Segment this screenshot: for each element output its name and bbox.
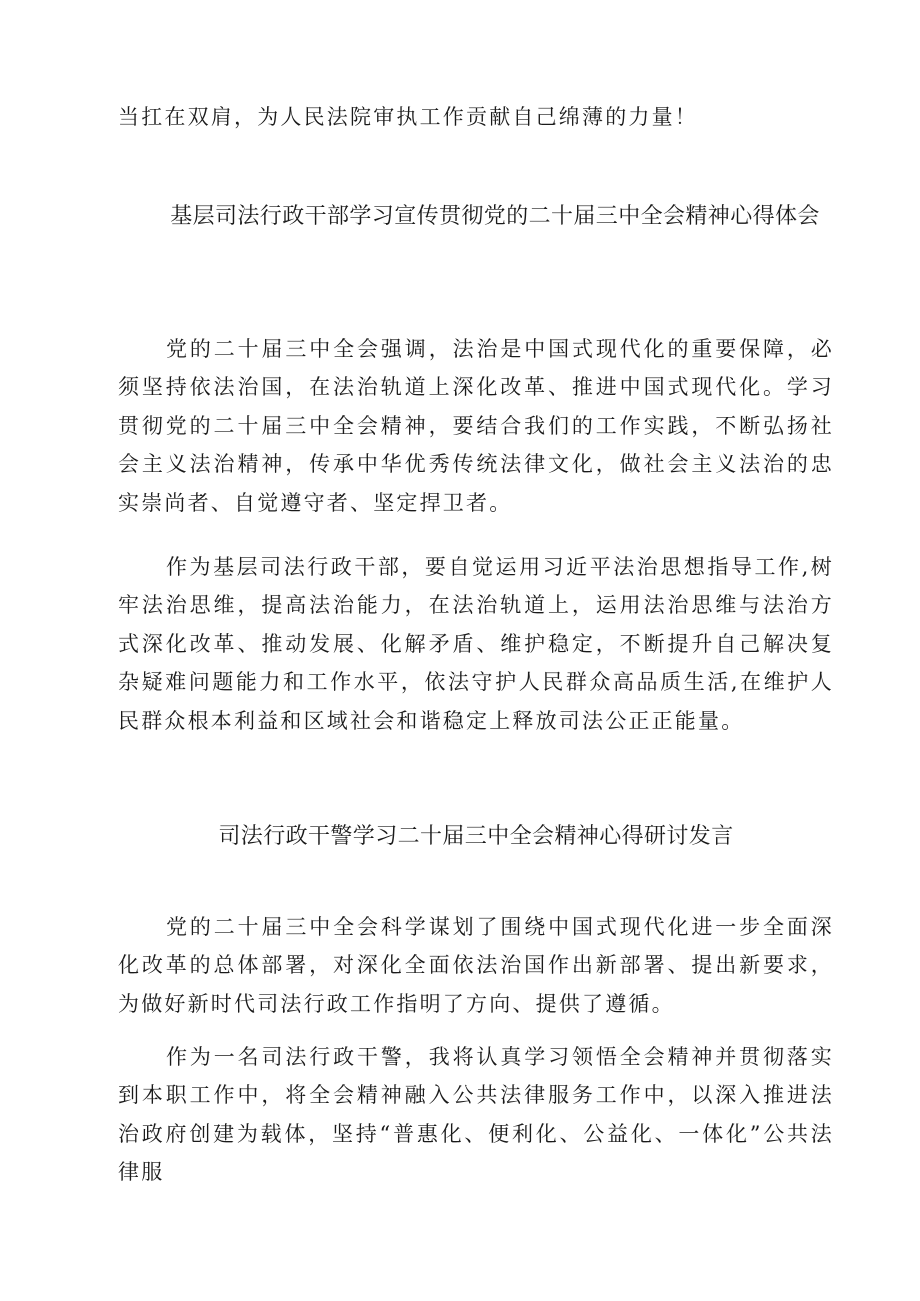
section-1-paragraph-2: 作为基层司法行政干部，要自觉运用习近平法治思想指导工作,树牢法治思维，提高法治能力，在法治轨道上，运用法治思维与法治方式深化改革、推动发展、化解矛盾、维护稳定，不断提升自己解决复杂疑难问题能力和工作水平，依法守护人民群众高品质生活,在维护人民群众根本利益和区域社会和谐稳定上释放司法公正正能量。	[118, 555, 834, 733]
section-1-paragraph-1: 党的二十届三中全会强调，法治是中国式现代化的重要保障，必须坚持依法治国，在法治轨道上深化改革、推进中国式现代化。学习贯彻党的二十届三中全会精神，要结合我们的工作实践，不断弘扬社会主义法治精神，传承中华优秀传统法律文化，做社会主义法治的忠实崇尚者、自觉遵守者、坚定捍卫者。	[118, 337, 834, 515]
section-2-paragraph-2: 作为一名司法行政干警，我将认真学习领悟全会精神并贯彻落实到本职工作中，将全会精神融入公共法律服务工作中，以深入推进法治政府创建为载体，坚持“普惠化、便利化、公益化、一体化”公共法律服	[118, 1045, 834, 1185]
continuation-paragraph: 当扛在双肩，为人民法院审执工作贡献自己绵薄的力量！	[118, 105, 698, 129]
section-2-title: 司法行政干警学习二十届三中全会精神心得研讨发言	[218, 824, 734, 849]
section-1-title: 基层司法行政干部学习宣传贯彻党的二十届三中全会精神心得体会	[170, 204, 820, 229]
section-2-paragraph-1: 党的二十届三中全会科学谋划了围绕中国式现代化进一步全面深化改革的总体部署，对深化全面依法治国作出新部署、提出新要求，为做好新时代司法行政工作指明了方向、提供了遵循。	[118, 915, 834, 1016]
